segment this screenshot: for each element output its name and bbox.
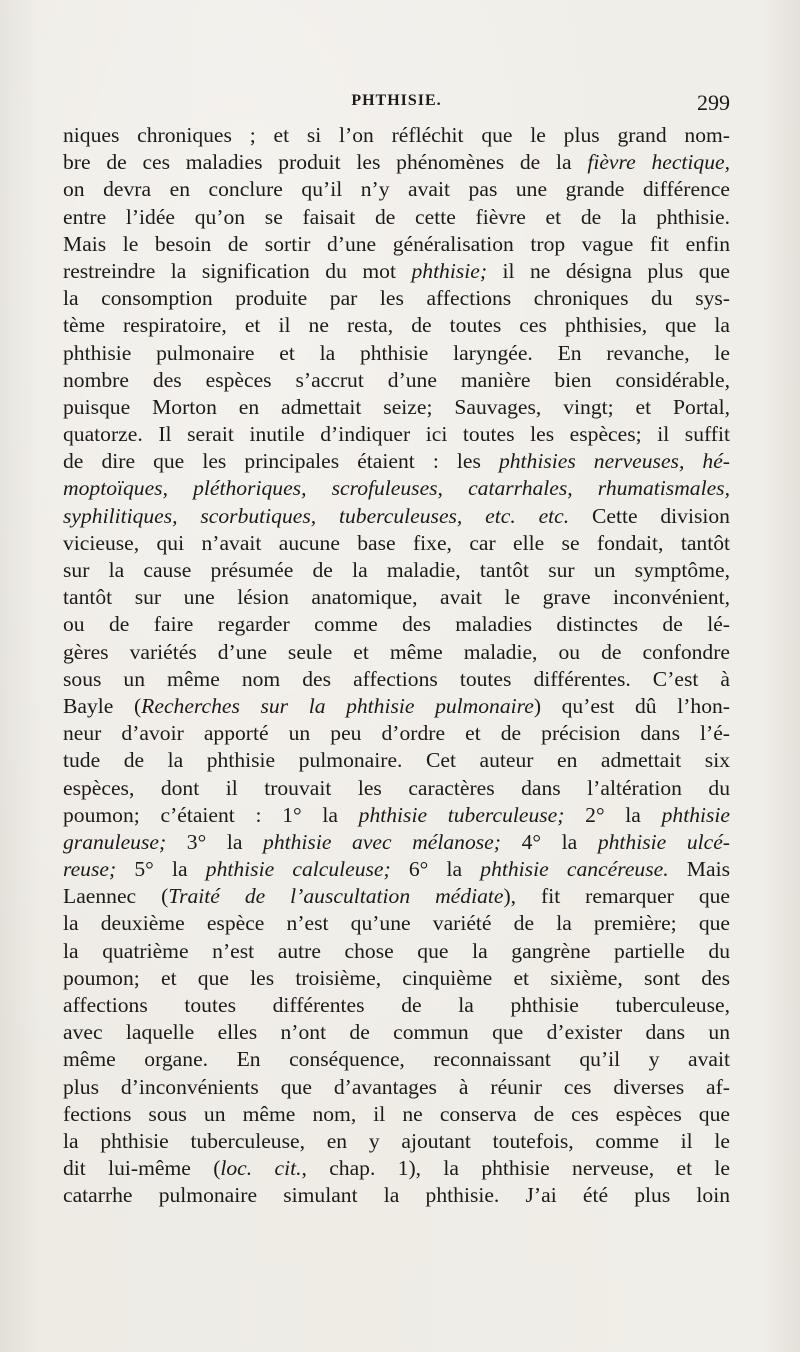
text-run: 6° la [390,857,481,882]
text-line [63,747,730,774]
text-line [63,122,730,149]
text-line [63,231,730,258]
text-run: Cette division [569,503,730,528]
text-run: poumon; c’étaient : 1° la [63,802,359,827]
text-line [63,965,730,992]
text-run: puisque Morton en admettait seize; Sauvages, vingt; et Portal, [63,394,730,419]
italic-text: phthisie cancéreuse. [480,857,669,882]
text-run: Laennec ( [63,884,169,909]
text-line [63,1019,730,1046]
text-line [63,204,730,231]
italic-text: reuse; [63,857,117,882]
text-run: niques chroniques ; et si l’on réfléchit que le plus grand nom- [63,123,730,147]
text-run: 2° la [564,802,662,827]
running-head [63,90,730,120]
italic-text: Traité de l’auscultation médiate [168,884,504,909]
text-line [63,938,730,965]
text-run: même organe. En conséquence, reconnaissant qu’il y avait [63,1047,730,1072]
text-line [63,883,730,910]
text-run: fections sous un même nom, il ne conserva de ces espèces que [63,1101,730,1126]
text-run: on devra en conclure qu’il n’y avait pas une grande différence [63,177,730,202]
text-line [63,394,730,421]
text-line [63,312,730,339]
text-run: ou de faire regarder comme des maladies distinctes de lé- [63,612,730,637]
italic-text: fièvre hectique, [587,150,730,175]
text-run: la quatrième n’est autre chose que la gangrène partielle du [63,938,730,963]
text-run: de dire que les principales étaient : les [63,449,499,474]
italic-text: phthisie tuberculeuse; [358,802,565,827]
text-line [63,611,730,638]
text-run: Mais le besoin de sortir d’une généralisation trop vague fit enfin [63,231,730,256]
text-line [63,1074,730,1101]
text-run: espèces, dont il trouvait les caractères dans l’altération du [63,775,730,800]
text-line [63,584,730,611]
text-run: gères variétés d’une seule et même maladie, ou de confondre [63,639,730,664]
text-run: il ne désigna plus que [487,258,730,283]
text-run: neur d’avoir apporté un peu d’ordre et de précision dans l’é- [63,721,730,746]
text-run: Mais [668,857,730,882]
italic-text: phthisie calculeuse; [205,857,391,882]
italic-text: granuleuse; [63,829,167,854]
running-title: PHTHISIE. [351,92,442,109]
text-line [63,639,730,666]
text-run: tude de la phthisie pulmonaire. Cet auteur en admettait six [63,748,730,773]
text-run: la deuxième espèce n’est qu’une variété de la première; que [63,911,730,936]
text-run: ) qu’est dû l’hon- [533,693,730,718]
text-run: 4° la [500,829,598,854]
text-run: restreindre la signification du mot [63,258,412,283]
page-number: 299 [697,90,730,115]
text-run: tantôt sur une lésion anatomique, avait le grave inconvénient, [63,585,730,610]
text-run: la phthisie tuberculeuse, en y ajoutant toutefois, comme il le [63,1128,730,1153]
text-run: tème respiratoire, et il ne resta, de toutes ces phthisies, que la [63,313,730,338]
text-line [63,693,730,720]
text-run: la consomption produite par les affections chroniques du sys- [63,286,730,311]
text-run: , chap. 1), la phthisie nerveuse, et le [301,1156,730,1181]
text-run: phthisie pulmonaire et la phthisie laryngée. En revanche, le [63,340,730,365]
text-line [63,149,730,176]
text-line [63,503,730,530]
text-run: 3° la [166,829,264,854]
text-line [63,1182,730,1209]
text-line [63,1101,730,1128]
text-run: quatorze. Il serait inutile d’indiquer ici toutes les espèces; il suffit [63,422,730,447]
text-line [63,421,730,448]
text-run: vicieuse, qui n’avait aucune base fixe, car elle se fondait, tantôt [63,530,730,555]
text-run: nombre des espèces s’accrut d’une manière bien considérable, [63,367,730,392]
text-run: sous un même nom des affections toutes différentes. C’est à [63,666,730,691]
text-line [63,1155,730,1182]
text-line [63,258,730,285]
text-line [63,856,730,883]
text-run: bre de ces maladies produit les phénomènes de la [63,150,588,175]
text-line [63,176,730,203]
text-run: affections toutes différentes de la phthisie tuberculeuse, [63,993,730,1017]
italic-text: phthisie; [411,258,488,283]
text-run: plus d’inconvénients que d’avantages à réunir ces diverses af- [63,1074,730,1099]
text-run: sur la cause présumée de la maladie, tantôt sur un symptôme, [63,558,730,582]
text-run: Bayle ( [63,693,142,718]
text-line [63,1046,730,1073]
text-line [63,992,730,1019]
italic-text: phthisie avec mélanose; [263,829,501,854]
text-line [63,775,730,802]
text-line [63,285,730,312]
text-line [63,475,730,502]
text-run: entre l’idée qu’on se faisait de cette fièvre et de la phthisie. [63,204,730,229]
italic-text: loc. cit. [220,1156,302,1181]
italic-text: Recherches sur la phthisie pulmonaire [141,693,534,718]
italic-text: phthisie ulcé- [597,829,730,854]
text-run: 5° la [116,857,206,882]
text-line [63,910,730,937]
italic-text: moptoïques, pléthoriques, scrofuleuses, catarrhales, rhumatismales, [63,476,730,501]
text-line [63,829,730,856]
text-line [63,557,730,584]
text-run: catarrhe pulmonaire simulant la phthisie. J’ai été plus loin [63,1183,730,1208]
italic-text: phthisies nerveuses, hé- [498,449,730,474]
text-run: avec laquelle elles n’ont de commun que d’exister dans un [63,1020,730,1045]
text-run: dit lui-même ( [63,1156,221,1181]
text-line [63,448,730,475]
text-line [63,530,730,557]
italic-text: phthisie [661,802,730,827]
italic-text: syphilitiques, scorbutiques, tuberculeuses, etc. etc. [63,503,570,528]
text-line [63,367,730,394]
text-line [63,340,730,367]
text-run: ), fit remarquer que [503,884,730,909]
body-text [63,122,730,1210]
text-line [63,666,730,693]
text-line [63,1128,730,1155]
text-line [63,720,730,747]
text-line [63,802,730,829]
text-run: poumon; et que les troisième, cinquième et sixième, sont des [63,965,730,990]
